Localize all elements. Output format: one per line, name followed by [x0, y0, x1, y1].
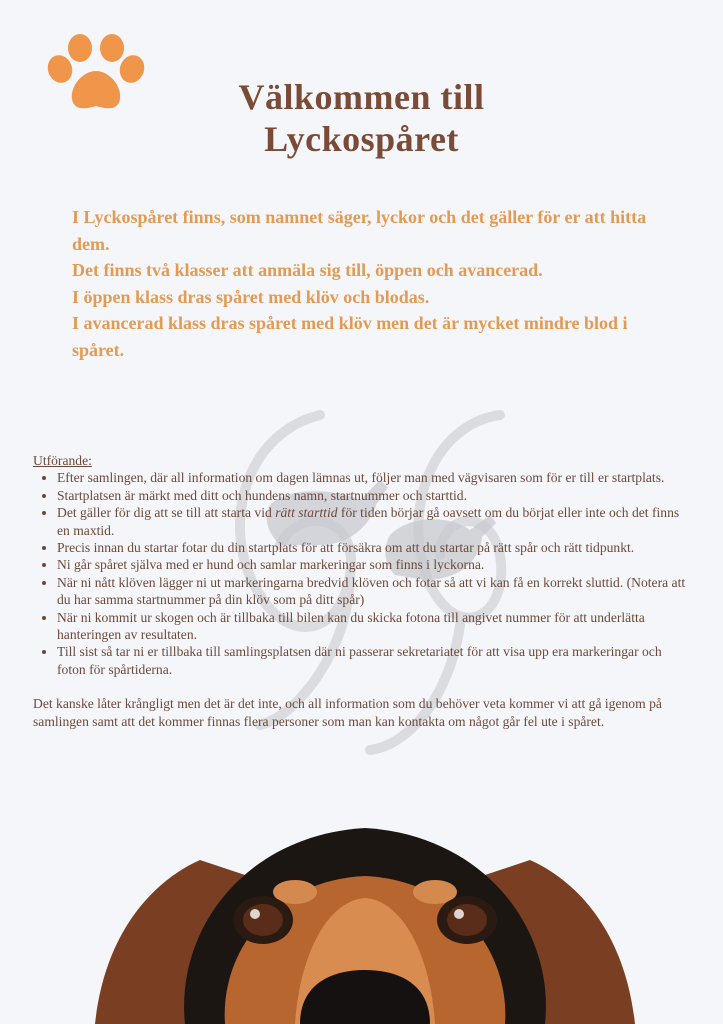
instructions-heading: Utförande: — [33, 453, 92, 468]
emphasis-text: rätt starttid — [275, 505, 338, 521]
page-title — [0, 76, 723, 160]
intro-line: I avancerad klass dras spåret med klöv men det är mycket mindre blod i spåret. — [72, 313, 628, 360]
list-item-text: för tiden börjar gå oavsett om du börjat eller inte och det finns en maxtid. — [57, 505, 680, 538]
outro-text: Det kanske låter krångligt men det är det inte, och all information som du behöver veta kommer vi att gå igenom på samlingen samt att det kommer finnas flera personer som man kan kontakta om något går fel ute i spåret. — [33, 696, 662, 729]
intro-text — [72, 204, 682, 363]
title-line-2: Lyckospåret — [264, 119, 459, 159]
list-item: • Ni går spåret själva med er hund och samlar markeringar som finns i lyckorna. — [57, 556, 693, 573]
list-item: • Efter samlingen, där all information om dagen lämnas ut, följer man med vägvisaren som för er till er startplats. — [57, 469, 693, 486]
instructions — [33, 452, 693, 730]
intro-line: I Lyckospåret finns, som namnet säger, lyckor och det gäller för er att hitta dem. — [72, 207, 647, 254]
title-line-1: Välkommen till — [238, 77, 485, 117]
list-item: • Startplatsen är märkt med ditt och hundens namn, startnummer och starttid. — [57, 487, 693, 504]
list-item-text: Det gäller för dig att se till att starta vid — [57, 505, 276, 521]
list-item — [57, 504, 693, 539]
instructions-list — [33, 469, 693, 678]
list-item: • Precis innan du startar fotar du din startplats för att försäkra om att du startar på rätt spår och rätt tidpunkt. — [57, 539, 693, 556]
dog-photo — [95, 780, 635, 1024]
list-item: • Till sist så tar ni er tillbaka till samlingsplatsen där ni passerar sekretariatet för att visa upp era markeringar och foton för spårtiderna. — [57, 643, 693, 678]
list-item: • När ni nått klöven lägger ni ut markeringarna bredvid klöven och fotar så att vi kan få en korrekt sluttid. (Notera att du har samma startnummer på din klöv som på ditt spår) — [57, 574, 693, 609]
list-item: • När ni kommit ur skogen och är tillbaka till bilen kan du skicka fotona till angivet nummer för att underlätta hanteringen av resultaten. — [57, 609, 693, 644]
intro-line: I öppen klass dras spåret med klöv och blodas. — [72, 286, 430, 307]
intro-line: Det finns två klasser att anmäla sig till, öppen och avancerad. — [72, 260, 543, 280]
